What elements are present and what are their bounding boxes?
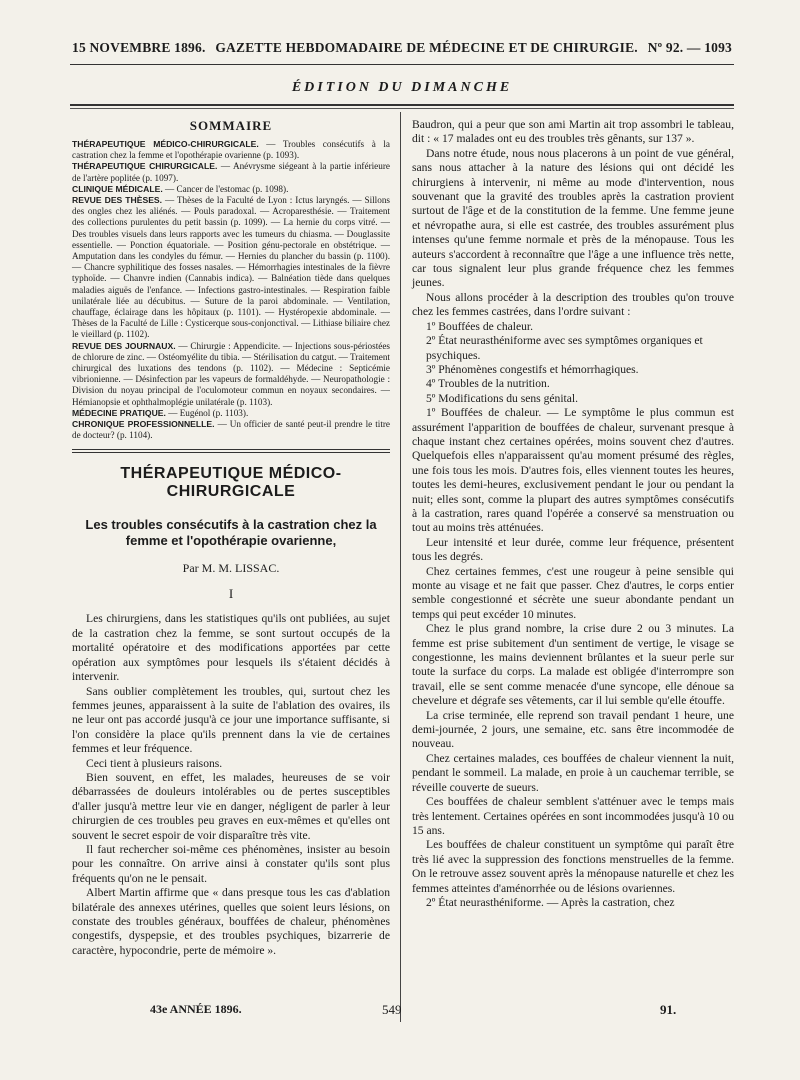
body-paragraph: Sans oublier complètement les troubles, qui, surtout chez les femmes jeunes, apparaissent à la suite de l'ablation des ovaires, ils ne leur ont pas accordé jusqu'à ce jour une importance suffisante, si l'on considère la place qu'ils prennent dans la vie de certaines femmes et leur fréquence. [72,684,390,756]
body-paragraph: Chez certaines femmes, c'est une rougeur à peine sensible qui monte au visage et ne fait que passer. Chez d'autres, le corps entier semble congestionné et sécrète une sueur abondante pendant un temps qui peut excéder 10 minutes. [412,564,734,621]
sommaire-entry [72,195,390,341]
body-paragraph: Chez le plus grand nombre, la crise dure 2 ou 3 minutes. La femme est prise subitement d'un sentiment de vertige, le visage se congestionne, les mains deviennent brûlantes et la sueur perle sur toute la surface du corps. La malade est obligée d'interrompre son travail, elle se sent comme menacée d'une syncope, elle dénoue sa chevelure et dégrafe ses vêtements, car il lui semble qu'elle étouffe. [412,622,734,708]
sommaire-entry-text: — Anévrysme siégeant à la partie inférieure de l'artère poplitée (p. 1097). [72,161,390,183]
body-paragraph: La crise terminée, elle reprend son travail pendant 1 heure, une demi-journée, 2 jours, une semaine, etc. sans être incommodée de nouveau. [412,708,734,751]
body-paragraph: Ceci tient à plusieurs raisons. [86,756,223,770]
sommaire-entry-head: THÉRAPEUTIQUE CHIRURGICALE. [72,161,218,172]
footer-year: 43e ANNÉE 1896. [150,1002,242,1016]
footer-page-number: 91. [660,1002,677,1017]
sommaire-entry [72,419,390,441]
sommaire-entry-text: — Un officier de santé peut-il prendre le titre de docteur? (p. 1104). [72,419,391,441]
list-item: 4º Troubles de la nutrition. [426,377,550,391]
body-paragraph: Nous allons procéder à la description des troubles qu'on trouve chez les femmes castrées, dans l'ordre suivant : [412,290,734,319]
header-rule [70,64,734,65]
body-paragraph: Bien souvent, en effet, les malades, heureuses de se voir débarrassées de douleurs intolérables ou de pertes susceptibles d'aller jusqu'à mettre leur vie en danger, négligent de parler à leur chirurgien de ces troubles peu graves en eux-mêmes et qu'elles ont souvent le secret espoir de voir disparaître très vite. [72,770,390,842]
section-title: THÉRAPEUTIQUE MÉDICO-CHIRURGICALE [120,465,342,501]
body-paragraph: Il faut rechercher soi-même ces phénomènes, insister au besoin pour les connaître. On arrive ainsi à constater qu'ils sont plus fréquents qu'on ne le pensait. [72,842,390,885]
sommaire-entry-text: — Thèses de la Faculté de Lyon : Ictus laryngés. — Sillons des ongles chez les aliénés. — Pouls paradoxal. — Acroparesthésie. — Traitement des collections purulentes du petit bassin (p. 1099). — La hernie du corps vitré. — Des troubles visuels dans leurs rapports avec les tumeurs du chiasma. — Douglassite essentielle. — Ponction équatoriale. — Position génu-pectorale en obstétrique. — Amputation dans les condyles du fémur. — Hernies du plancher du bassin (p. 1100). — Chancre syphilitique des fosses nasales. — Hémorrhagies intestinales de la fièvre typhoïde. — Chanvre indien (Cannabis indica). — Balnéation tiède dans quelques maladies aiguës de l'enfance. — Infections gastro-intestinales. — Respiration faible unilatérale liée au décubitus. — Suture de la paroi abdominale. — Ventilation, chauffage, éclairage dans les hôpitaux (p. 1101). — Hystéropexie abdominale. — Thèses de la Faculté de Lille : Cysticerque sous-conjonctival. — Lithiase biliaire chez le vieillard (p. 1102). [72,195,390,340]
edition-banner: ÉDITION DU DIMANCHE [291,80,513,95]
sommaire-entry-text: — Troubles consécutifs à la castration chez la femme et l'opothérapie ovarienne (p. 1093). [72,139,390,161]
sommaire-entry-text: — Eugénol (p. 1103). [165,407,249,418]
running-header [72,40,732,56]
sommaire-entry-head: REVUE DES THÈSES. [72,195,163,206]
body-paragraph: Chez certaines malades, ces bouffées de chaleur viennent la nuit, pendant le sommeil. La malade, en proie à un cauchemar terrible, se réveille couverte de sueurs. [412,751,734,794]
header-date: 15 NOVEMBRE 1896. [72,40,206,55]
sommaire-title: SOMMAIRE [189,118,273,133]
sommaire-entry [72,408,390,419]
article-part-number: I [228,586,234,602]
article-title: Les troubles consécutifs à la castration chez la femme et l'opothérapie ovarienne, [85,517,377,549]
sommaire-entry-head: THÉRAPEUTIQUE MÉDICO-CHIRURGICALE. [72,139,259,149]
body-paragraph: Les chirurgiens, dans les statistiques qu'ils ont publiées, au sujet de la castration chez la femme, se sont surtout occupés de la mortalité opératoire et des modifications apportées par cette opération aux symptômes pour lesquels ils s'étaient décidés à intervenir. [72,612,390,684]
footer-sheet-number: 549 [382,1002,402,1017]
list-item: 3º Phénomènes congestifs et hémorrhagiques. [426,362,639,376]
sommaire-entry-text: — Cancer de l'estomac (p. 1098). [162,183,289,194]
body-paragraph: 2º État neurasthéniforme. — Après la castration, chez [426,895,675,909]
header-issue: Nº 92. — 1093 [647,40,732,55]
sommaire-entry-head: CHRONIQUE PROFESSIONNELLE. [72,419,215,430]
sommaire-entry-head: REVUE DES JOURNAUX. [72,340,176,351]
sommaire-entry [72,184,390,195]
right-column [412,118,734,910]
sommaire-list [72,139,390,441]
sommaire-entry [72,341,390,408]
sommaire-rule [72,449,390,450]
body-paragraph: Les bouffées de chaleur constituent un symptôme qui paraît être très lié avec la suppression des fonctions menstruelles de la femme. On le retrouve assez souvent après la ménopause naturelle et chez les femmes atteintes d'aménorrhée ou de lésions ovariennes. [412,838,734,895]
sommaire-entry [72,161,390,183]
column-separator [400,112,401,1022]
sommaire-entry-head: CLINIQUE MÉDICALE. [72,183,163,194]
body-paragraph: Albert Martin affirme que « dans presque tous les cas d'ablation bilatérale des annexes utérines, quelles que soient leurs lésions, on constate des troubles généraux, bouffées de chaleur, phénomènes congestifs, dyspepsie, et des troubles psychiques, bizarrerie de caractère, hypocondrie, perte de mémoire ». [72,886,390,957]
article-byline: Par M. M. LISSAC. [182,561,280,576]
body-paragraph: 1º Bouffées de chaleur. — Le symptôme le plus commun est assurément l'apparition de bouffées de chaleur, survenant presque à chaque instant chez certaines opérées, moins souvent chez d'autres. Quelquefois elles n'apparaissent qu'au moment présumé des règles, une fois tous les mois. D'autres fois, elles viennent toutes les heures, toutes les demi-heures, exclusivement pendant le jour ou pendant la nuit; elles sont, comme la plupart des autres symptômes consécutifs à la castration, rares quand l'opérée a conservé sa menstruation ou tout au moins très atténuées. [412,406,734,535]
list-item: 2º État neurasthéniforme avec ses symptômes organiques et psychiques. [426,334,703,362]
edition-rule [70,104,734,106]
sommaire-entry-head: MÉDECINE PRATIQUE. [72,407,166,418]
edition-rule-thin [70,108,734,109]
list-item: 5º Modifications du sens génital. [426,391,579,405]
body-paragraph: Ces bouffées de chaleur semblent s'atténuer avec le temps mais très lentement. Certaines opérées en sont incommodées jusqu'à 10 ou 15 ans. [412,795,734,837]
body-paragraph: Leur intensité et leur durée, comme leur fréquence, présentent tous les degrés. [412,535,734,564]
sommaire-rule-thin [72,452,390,453]
header-journal-title: GAZETTE HEBDOMADAIRE DE MÉDECINE ET DE CHIRURGIE. [215,40,638,55]
sommaire-entry-text: — Chirurgie : Appendicite. — Injections sous-périostées de chlorure de zinc. — Ostéomyélite du tibia. — Stérilisation du catgut. — Traitement chirurgical des luxations des tendons (p. 1102). — Médecine : Septicémie vibrionienne. — Désinfection par les vapeurs de formaldéhyde. — Neuropathologie : Division du noyau principal de l'oculomoteur commun en noyaux secondaires. — Hémianopsie et ophthalmoplégie unilatérale (p. 1103). [72,340,390,407]
body-paragraph: Dans notre étude, nous nous placerons à un point de vue général, sans nous attacher à la nature des lésions qui ont décidé les chirurgiens à intervenir, ni même au mode d'intervention, nous souvenant que la gravité des troubles après la castration provient surtout de l'âge et de la constitution de la femme. Une femme jeune et névropathe aura, si elle est castrée, des troubles assurément plus intenses qu'une femme normale et près de la ménopause. Tous les auteurs s'accordent à reconnaître que l'âge a une influence très nette, car tous signalent leur plus grande fréquence chez les femmes jeunes. [412,146,734,290]
sommaire-entry [72,139,390,161]
left-column [72,118,390,958]
list-item: 1º Bouffées de chaleur. [426,319,534,333]
body-paragraph: Baudron, qui a peur que son ami Martin ait trop assombri le tableau, dit : « 17 malades ont eu des troubles très gênants, sur 137 ». [412,118,734,146]
